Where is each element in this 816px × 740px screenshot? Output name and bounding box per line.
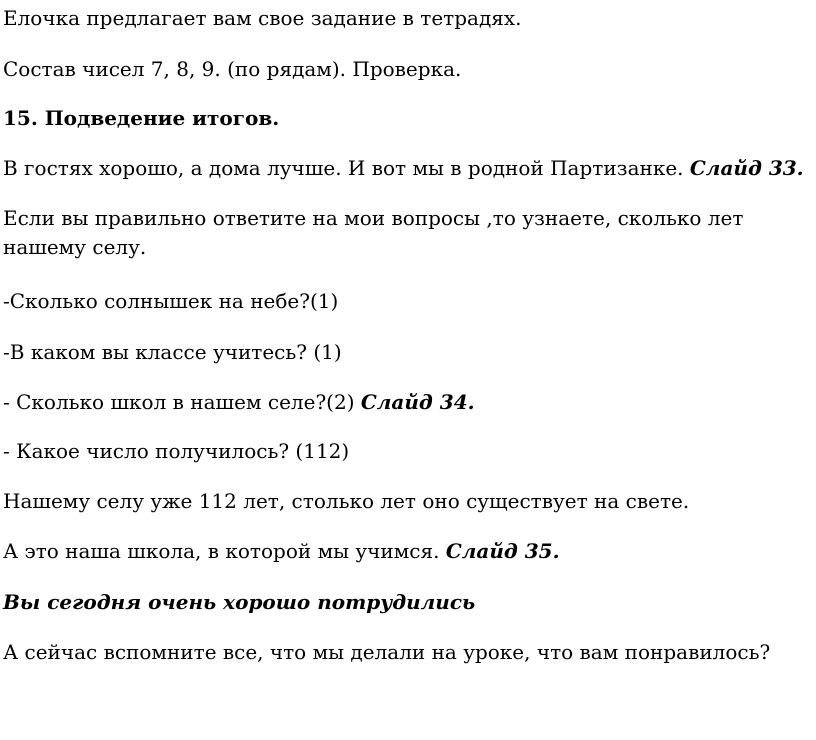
paragraph-home-village [3, 154, 804, 183]
slide-reference: Слайд 35. [445, 539, 560, 563]
paragraph-questions-intro [3, 204, 793, 262]
question-text: - Какое число получилось? (112) [3, 439, 350, 463]
question-text: -В каком вы классе учитесь? (1) [3, 340, 342, 364]
paragraph-text: А сейчас вспомните все, что мы делали на уроке, что вам понравилось? [3, 640, 771, 664]
slide-reference: Слайд 33. [689, 156, 804, 180]
question-suns [3, 287, 338, 316]
praise-text: Вы сегодня очень хорошо потрудились [3, 590, 476, 614]
paragraph-school [3, 537, 560, 566]
paragraph-number-composition [3, 55, 461, 84]
question-schools [3, 388, 475, 417]
paragraph-text: Нашему селу уже 112 лет, столько лет оно существует на свете. [3, 489, 690, 513]
question-text: -Сколько солнышек на небе?(1) [3, 289, 339, 313]
question-class [3, 338, 342, 367]
question-text: - Сколько школ в нашем селе?(2) [3, 390, 361, 414]
section-heading-summary [3, 104, 279, 133]
slide-reference: Слайд 34. [360, 390, 475, 414]
paragraph-text: Елочка предлагает вам свое задание в тетрадях. [3, 6, 522, 30]
heading-text: 15. Подведение итогов. [3, 106, 280, 130]
paragraph-reflection [3, 638, 770, 667]
paragraph-village-age [3, 487, 689, 516]
paragraph-text: Если вы правильно ответите на мои вопросы ,то узнаете, сколько лет нашему селу. [3, 206, 744, 259]
paragraph-text: В гостях хорошо, а дома лучше. И вот мы в родной Партизанке. [3, 156, 690, 180]
paragraph-text: Состав чисел 7, 8, 9. (по рядам). Проверка. [3, 57, 462, 81]
question-number [3, 437, 349, 466]
paragraph-text: А это наша школа, в которой мы учимся. [3, 539, 446, 563]
paragraph-notebook-task [3, 4, 522, 33]
praise-line [3, 588, 475, 617]
